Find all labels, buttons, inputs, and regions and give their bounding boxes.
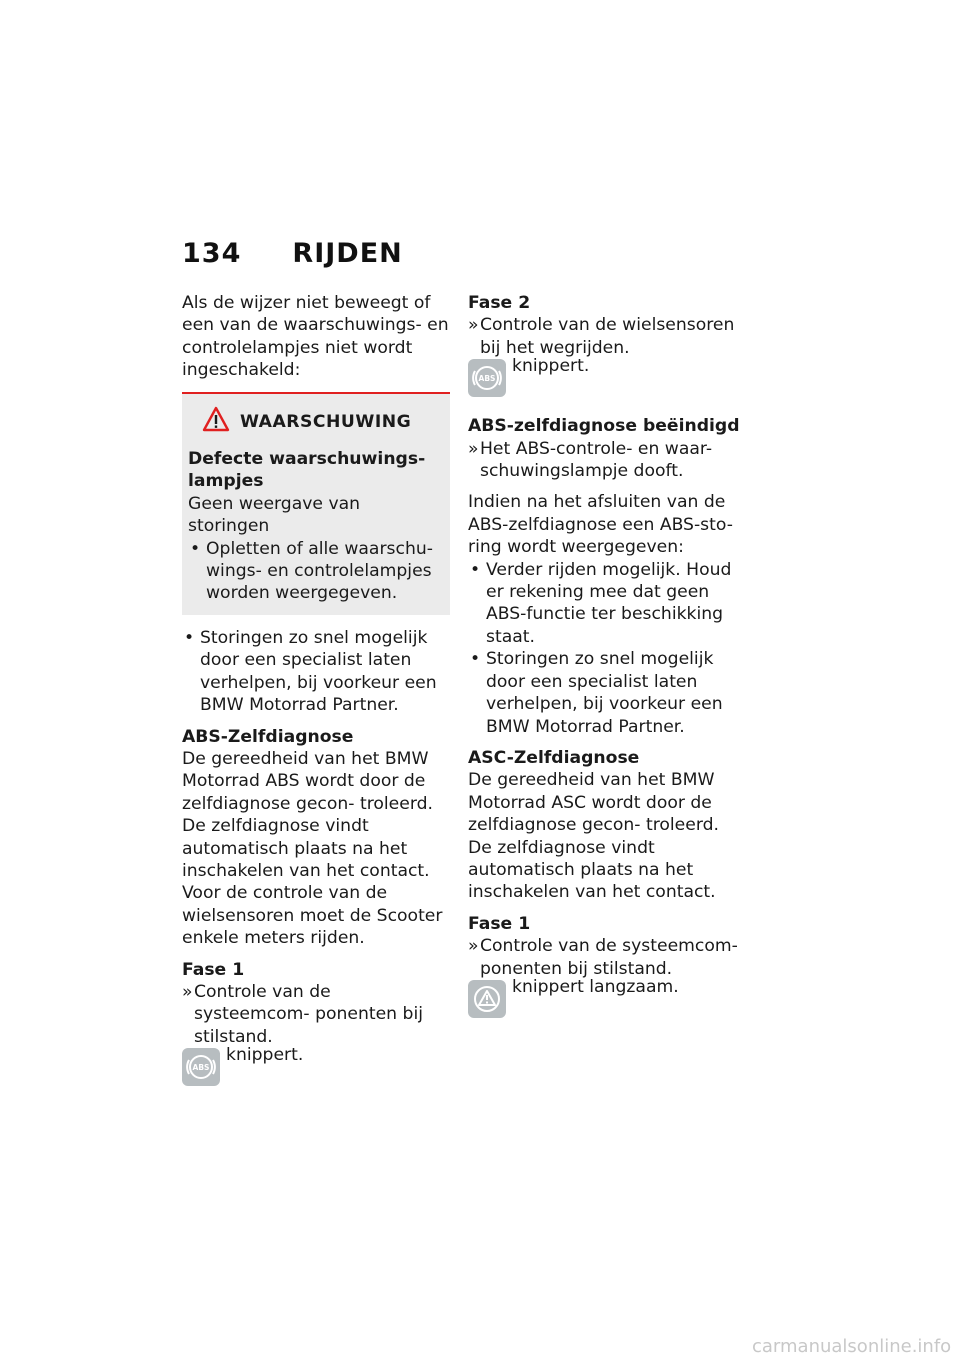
step-marker: » — [468, 315, 479, 336]
abs-end-heading: ABS-zelfdiagnose beëindigd — [468, 416, 740, 437]
step-marker: » — [468, 438, 479, 459]
warning-body: Geen weergave van storingen — [188, 493, 361, 537]
abs-warning-lamp-icon — [182, 1048, 220, 1086]
abs-lamp-line-left — [182, 1045, 450, 1094]
step-text: Controle van de systeemcom- ponenten bij stilstand. — [194, 981, 424, 1047]
lamp-text: knippert. — [512, 356, 590, 377]
abs-heading: ABS-Zelfdiagnose — [182, 726, 354, 747]
step-text: Controle van de systeemcom- ponenten bij stilstand. — [480, 936, 738, 979]
warning-subtitle: Defecte waarschuwings- lampjes — [188, 449, 426, 492]
phase1-heading-left: Fase 1 — [182, 959, 245, 980]
step-text: Het ABS-controle- en waar- schuwingslampje dooft. — [480, 438, 713, 482]
phase2-heading: Fase 2 — [468, 293, 531, 313]
abs-lamp-line-right — [468, 356, 740, 405]
warning-triangle-icon — [202, 406, 230, 438]
intro-text: Als de wijzer niet beweegt of een van de waarschuwings- en controlelampjes niet wordt ingeschakeld: — [182, 293, 449, 381]
abs-fail-text: Indien na het afsluiten van de ABS-zelfdiagnose een ABS-sto- ring wordt weergegeven: — [468, 492, 733, 558]
asc-heading: ASC-Zelfdiagnose — [468, 747, 640, 768]
phase1-step-right — [468, 935, 740, 980]
phase2-step — [468, 314, 740, 359]
page-header — [182, 238, 403, 269]
svg-text:ABS: ABS — [192, 1063, 210, 1073]
left-column — [182, 292, 450, 1104]
asc-lamp-line — [468, 976, 740, 1026]
abs-fail-bullet-1: • Verder rijden mogelijk. Houd er rekening mee dat geen ABS-functie ter beschikking staat. — [468, 559, 740, 649]
warning-title: WAARSCHUWING — [240, 411, 412, 432]
abs-text: De gereedheid van het BMW Motorrad ABS wordt door de zelfdiagnose gecon- troleerd. De zelfdiagnose vindt automatisch plaats na het inschakelen van het contact. Voor de controle van de wielsensoren moet de Scooter enkele meters rijden. — [182, 748, 443, 949]
step-text: Controle van de wielsensoren bij het wegrijden. — [480, 315, 735, 358]
warning-header — [188, 406, 444, 438]
section-title: RIJDEN — [292, 238, 403, 269]
step-marker: » — [182, 981, 193, 1002]
storingen-bullet: • Storingen zo snel mogelijk door een specialist laten verhelpen, bij voorkeur een BMW Motorrad Partner. — [182, 627, 450, 717]
asc-warning-lamp-icon — [468, 980, 506, 1018]
asc-text: De gereedheid van het BMW Motorrad ASC wordt door de zelfdiagnose gecon- troleerd. De zelfdiagnose vindt automatisch plaats na het inschakelen van het contact. — [468, 770, 719, 903]
page-number: 134 — [182, 238, 242, 269]
lamp-text: knippert langzaam. — [512, 976, 679, 997]
phase1-heading-right: Fase 1 — [468, 913, 531, 934]
abs-end-step — [468, 438, 740, 483]
lamp-text: knippert. — [226, 1045, 304, 1066]
footer-watermark[interactable]: carmanualsonline.info — [752, 1336, 952, 1357]
warning-box — [182, 392, 450, 615]
step-marker: » — [468, 936, 479, 957]
abs-warning-lamp-icon — [468, 359, 506, 397]
phase1-step-left — [182, 981, 450, 1048]
svg-text:ABS: ABS — [478, 374, 496, 384]
abs-fail-bullet-2: • Storingen zo snel mogelijk door een specialist laten verhelpen, bij voorkeur een BMW Motorrad Partner. — [468, 648, 740, 738]
warning-bullet: • Opletten of alle waarschu- wings- en controlelampjes worden weergegeven. — [188, 538, 444, 605]
right-column — [468, 292, 740, 1036]
